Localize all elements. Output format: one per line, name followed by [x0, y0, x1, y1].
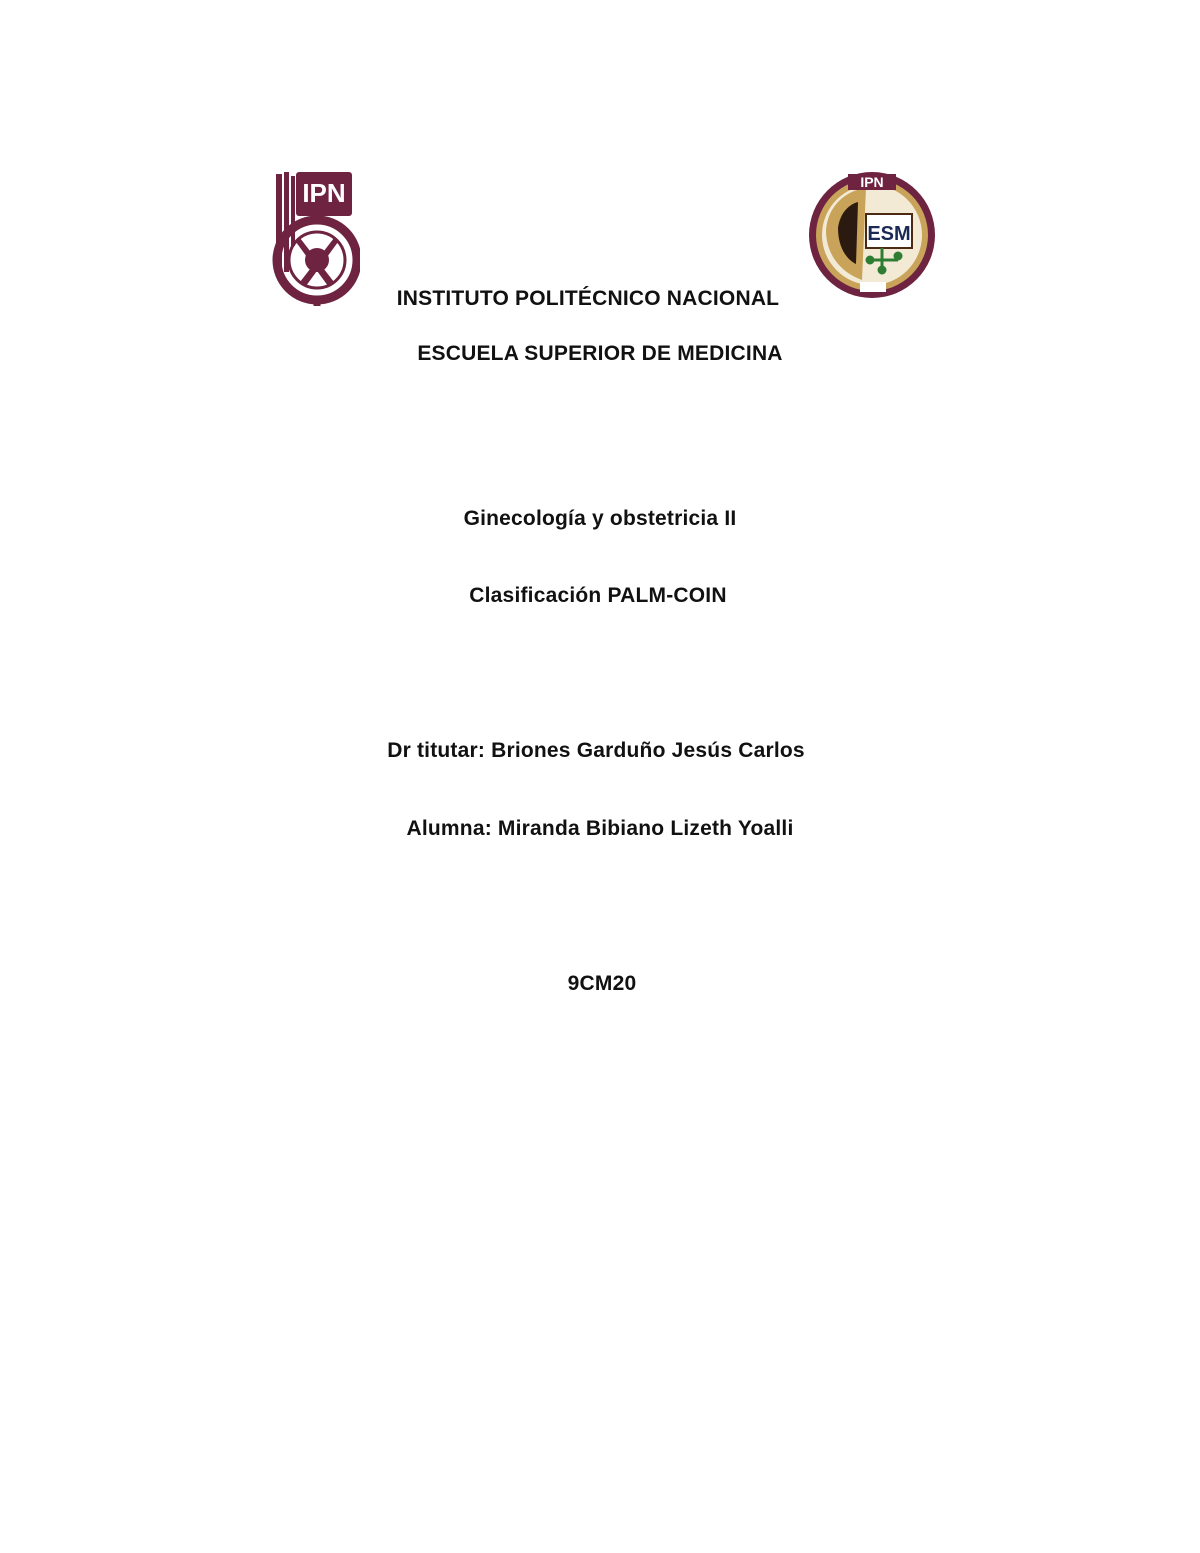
- school-name: ESCUELA SUPERIOR DE MEDICINA: [417, 342, 783, 365]
- topic-title: Clasificación PALM-COIN: [469, 584, 727, 607]
- esm-seal-icon: [804, 168, 940, 302]
- professor-name: Dr titutar: Briones Garduño Jesús Carlos: [387, 739, 805, 762]
- group-code: 9CM20: [567, 972, 637, 995]
- subject-title: Ginecología y obstetricia II: [463, 507, 737, 530]
- student-name: Alumna: Miranda Bibiano Lizeth Yoalli: [406, 817, 794, 840]
- ipn-logo-text: IPN: [302, 178, 346, 208]
- esm-seal-center-text: ESM: [867, 223, 911, 245]
- esm-seal-top-text: IPN: [860, 174, 884, 190]
- institution-name: INSTITUTO POLITÉCNICO NACIONAL: [396, 287, 780, 310]
